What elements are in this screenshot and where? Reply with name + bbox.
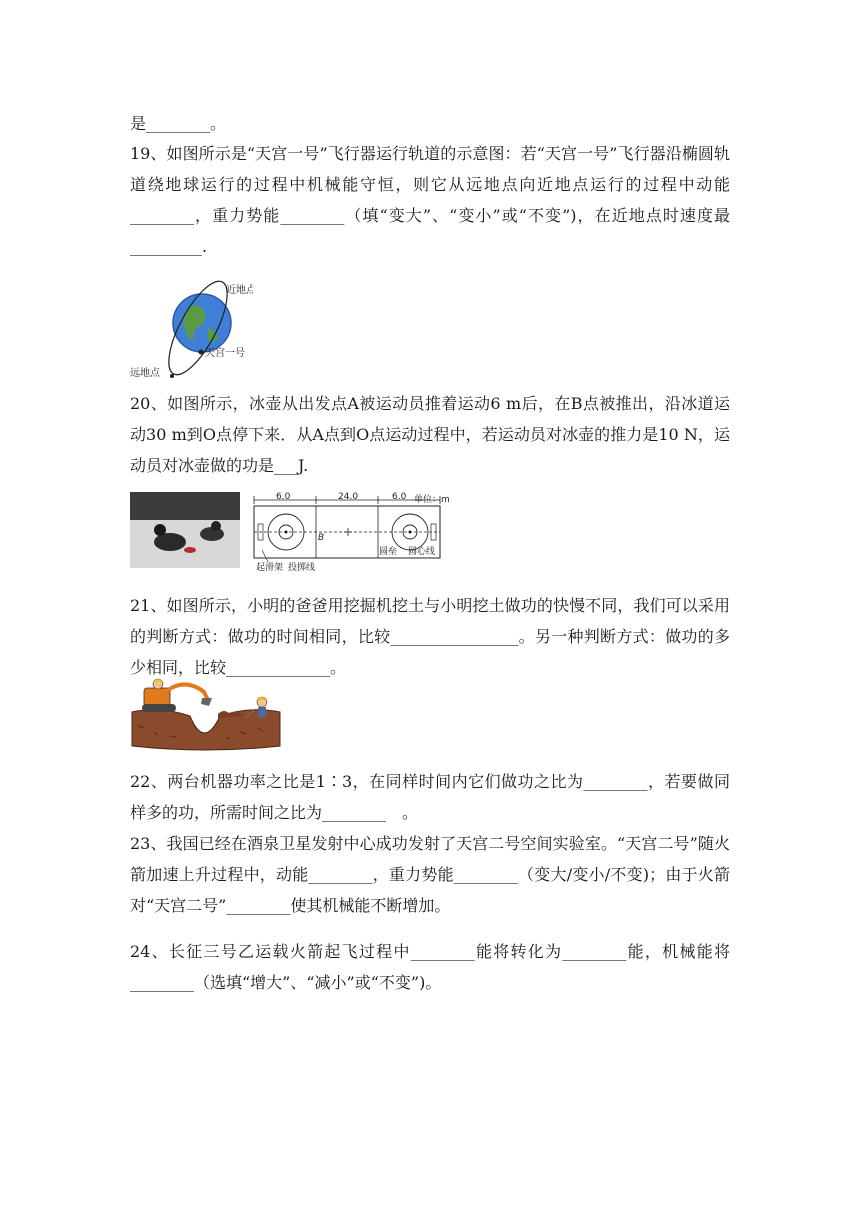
distance-label-2: 24.0	[338, 492, 359, 502]
apogee-label: 远地点	[130, 368, 160, 379]
question-22-text: 22、两台机器功率之比是1∶3，在同样时间内它们做功之比为________，若要做同样多的功，所需时间之比为________ 。	[130, 772, 730, 822]
question-19-text: 19、如图所示是“天宫一号”飞行器运行轨道的示意图：若“天宫一号”飞行器沿椭圆轨道绕地球运行的过程中机械能守恒，则它从远地点向近地点运行的过程中动能________，重力势能________（填“变大”、“变小”或“不变”)，在近地点时速度最_________.	[130, 144, 730, 256]
perigee-label: 近地点	[226, 285, 253, 296]
distance-label-1: 6.0	[276, 492, 291, 502]
curling-photo	[130, 492, 240, 568]
curling-lane-diagram	[248, 490, 478, 572]
question-18-tail: 是________。	[130, 114, 227, 133]
question-24-text: 24、长征三号乙运载火箭起飞过程中________能将转化为________能，机械能将________（选填“增大”、“减小”或“不变”)。	[130, 942, 730, 992]
tiangong-label: 天宫一号	[205, 348, 245, 359]
throw-line-label: 投掷线	[288, 563, 316, 572]
unit-label: 单位：m	[414, 495, 450, 505]
question-21-text: 21、如图所示，小明的爸爸用挖掘机挖土与小明挖土做功的快慢不同，我们可以采用的判断方式：做功的时间相同，比较________________。另一种判断方式：做功的多少相同，比较_____________。	[130, 596, 730, 677]
question-20-text: 20、如图所示，冰壶从出发点A被运动员推着运动6 m后，在B点被推出，沿冰道运动30 m到O点停下来．从A点到O点运动过程中，若运动员对冰壶的推力是10 N，运动员对冰壶做的功是___J.	[130, 394, 730, 475]
start-rack-label: 起滑架	[256, 563, 284, 572]
question-23-text: 23、我国已经在酒泉卫星发射中心成功发射了天宫二号空间实验室。“天宫二号”随火箭加速上升过程中，动能________，重力势能________（变大/变小/不变)；由于火箭对“天宫二号”________使其机械能不断增加。	[130, 834, 730, 915]
excavator-figure	[130, 676, 282, 752]
house-label: 圆垒	[379, 547, 398, 557]
orbit-figure	[128, 280, 253, 380]
center-line-label: 圆心线	[408, 547, 436, 557]
point-b-label: B	[318, 533, 325, 543]
distance-label-3: 6.0	[392, 492, 407, 502]
